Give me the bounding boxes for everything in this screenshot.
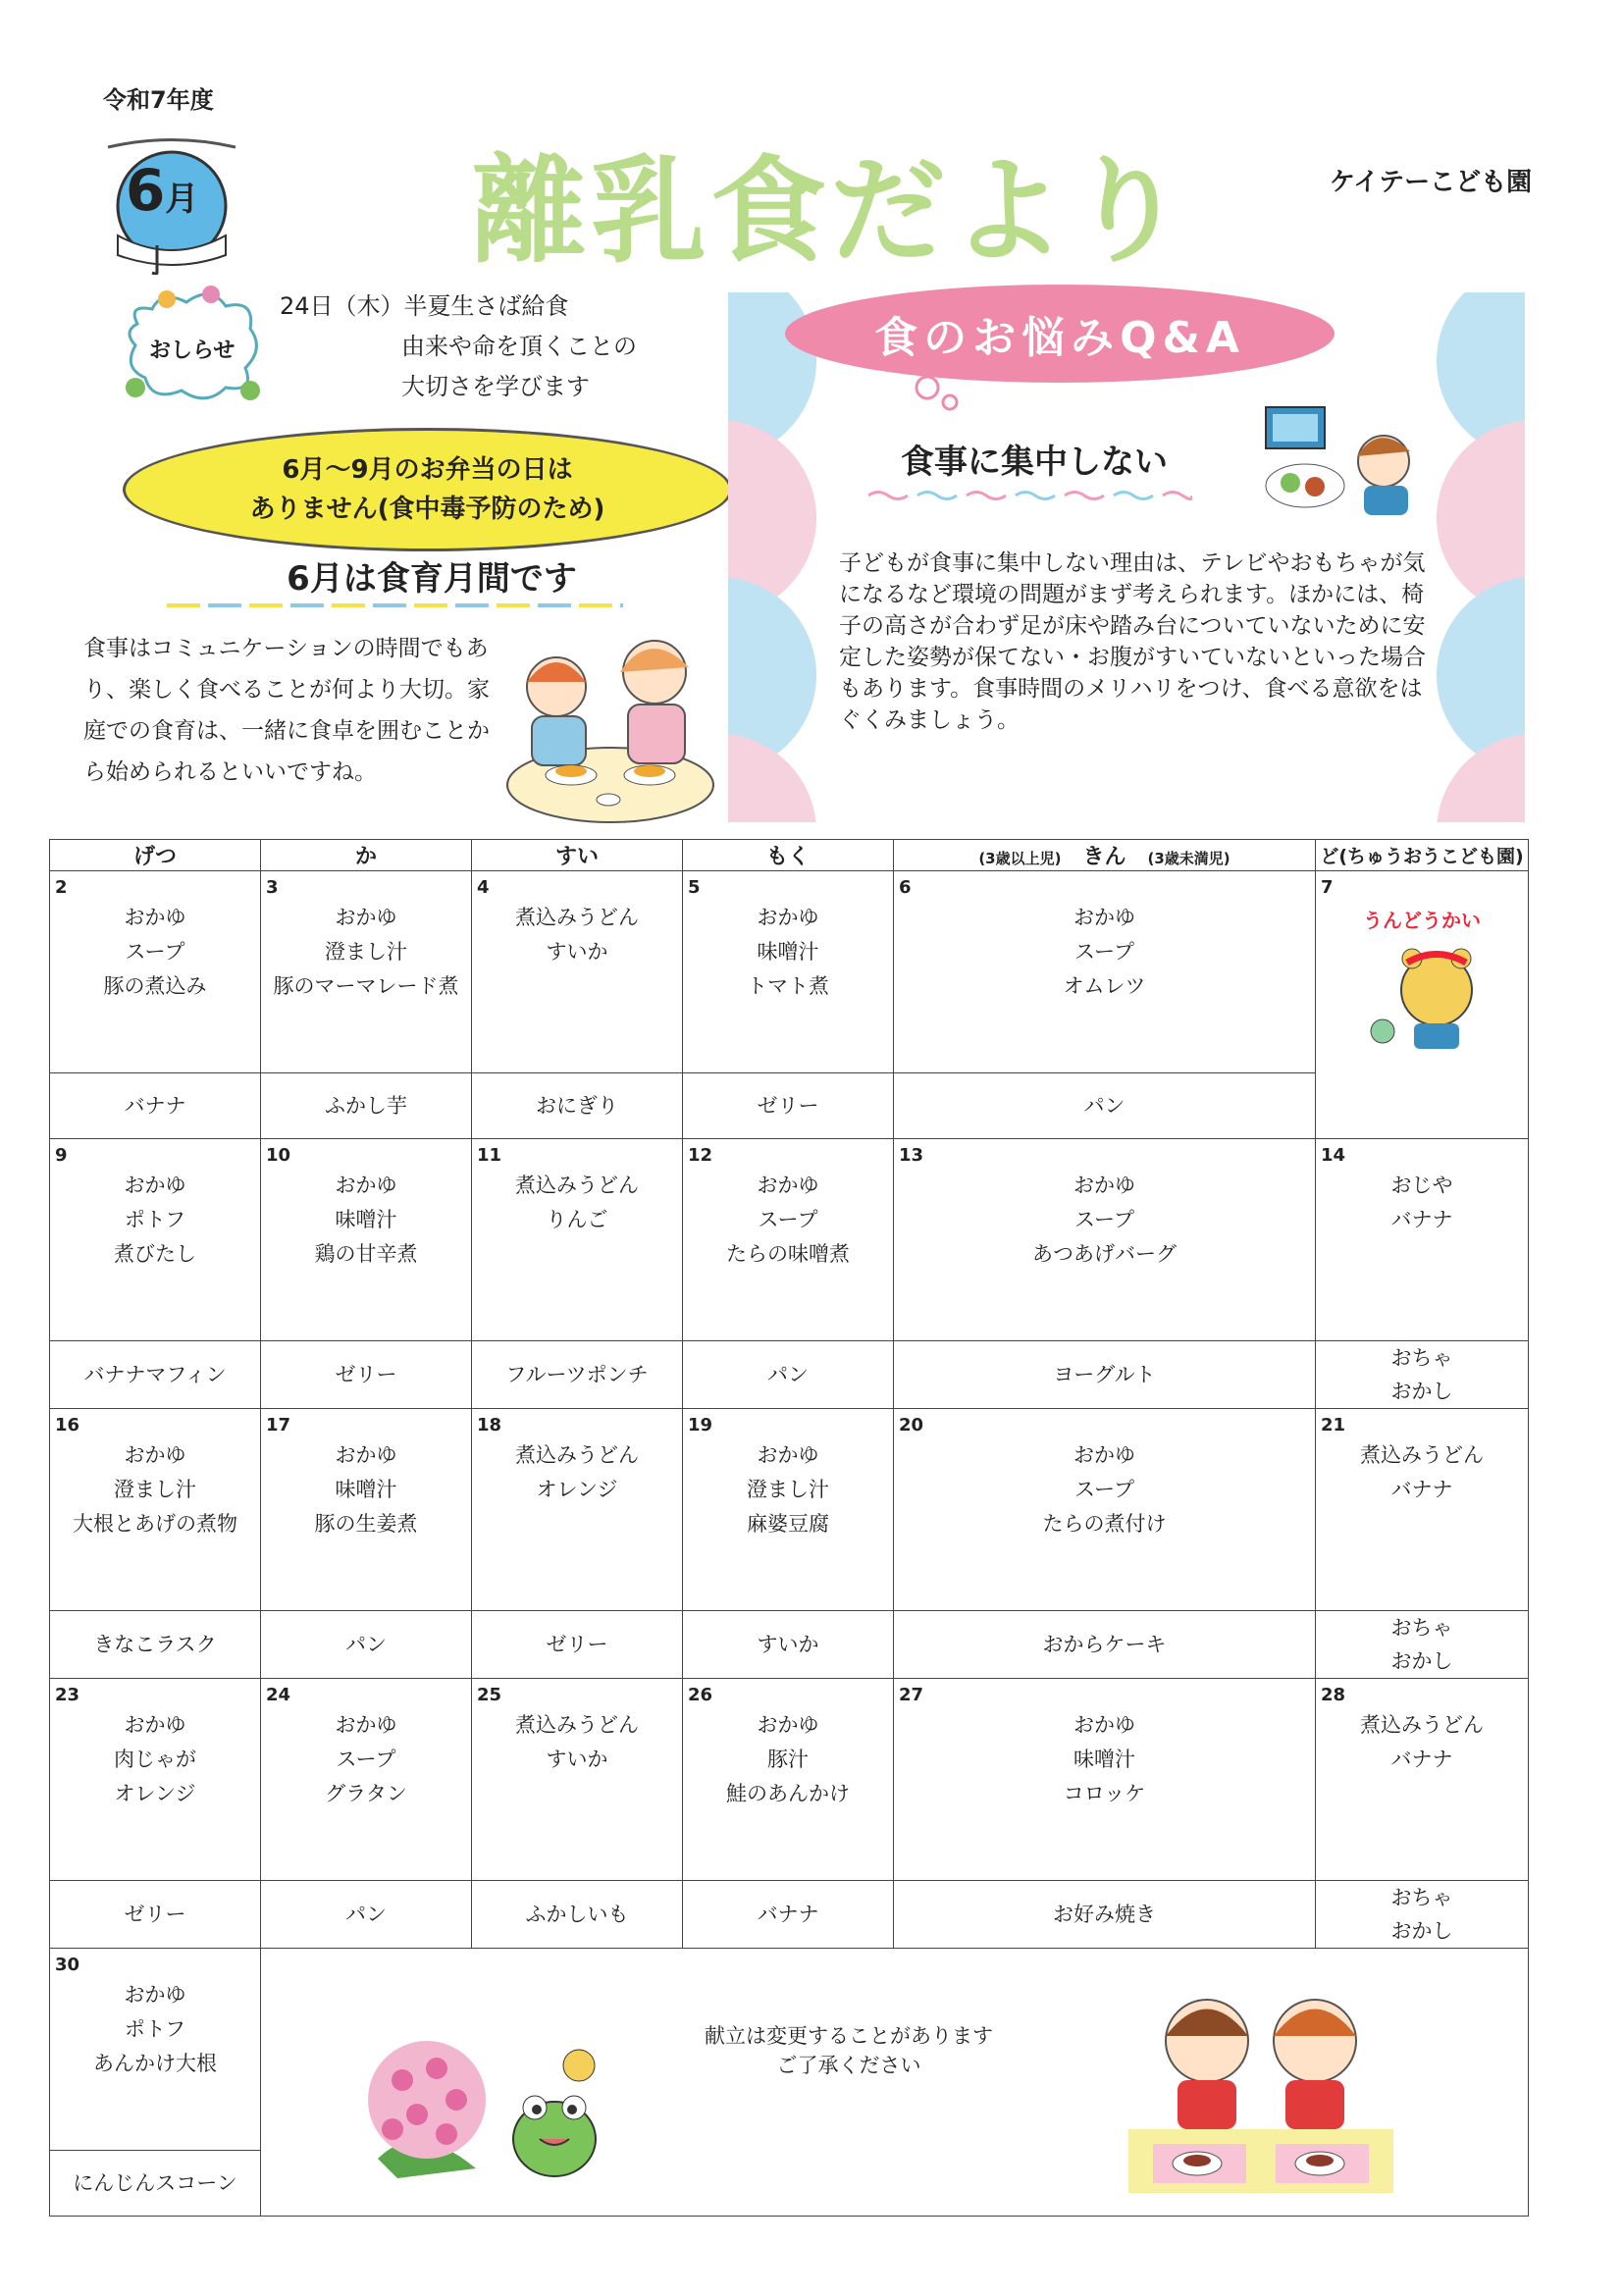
food-item: バナナ [1390,1748,1453,1771]
snack-cell: すいか [683,1611,894,1679]
food-item: バナナ [1390,1208,1453,1231]
food-item: おかゆ [1073,1443,1135,1467]
menu-header-row [50,840,1529,871]
food-item: 澄まし汁 [325,940,407,964]
wave-divider-icon [868,489,1192,502]
note-line-1: 献立は変更することがあります [705,2024,993,2048]
food-item: スープ [1074,940,1134,964]
food-item: トマト煮 [747,974,829,998]
food-item: すいか [546,940,608,964]
day-number: 14 [1321,1145,1346,1166]
day-cell [261,1409,472,1611]
day-cell [472,1139,683,1341]
food-item: 豚汁 [767,1748,809,1771]
day-cell [261,1139,472,1341]
snack-item: おちゃ [1390,1346,1453,1370]
snack-row [50,1881,1529,1949]
day-number: 26 [688,1685,713,1705]
day-cell [683,871,894,1073]
header-fri-right: (3歳未満児) [1147,850,1230,867]
day-number: 30 [55,1955,80,1975]
snack-item: おかし [1390,1919,1453,1943]
food-item: おかゆ [1073,1713,1135,1737]
snack-item: おかし [1390,1649,1453,1673]
snack-cell: パン [683,1341,894,1409]
week-row [50,1679,1529,1881]
food-item: 味噌汁 [1073,1748,1135,1771]
day-number: 5 [688,877,701,898]
day-cell [683,1679,894,1881]
sat-cell [1316,1679,1529,1881]
day-number: 20 [899,1415,924,1435]
notice-line-1: 24日（木）半夏生さば給食 [280,292,569,320]
day-cell [472,1679,683,1881]
food-item: おかゆ [757,906,819,929]
snack-cell [1316,1881,1529,1949]
snack-cell: おからケーキ [894,1611,1316,1679]
header-fri-label: きん [1082,845,1126,869]
food-item: おかゆ [1073,1174,1135,1197]
food-item: 煮込みうどん [1360,1443,1484,1467]
header-sat: ど(ちゅうおうこども園) [1316,840,1529,871]
notice-label: おしらせ [149,339,236,363]
bear-mascot-icon [1353,941,1491,1059]
food-item: おかゆ [335,1713,397,1737]
week-row [50,1139,1529,1341]
food-item: ポトフ [124,1208,186,1231]
menu-change-note [677,2021,1021,2080]
day-number: 21 [1321,1415,1346,1435]
day-cell [894,871,1316,1073]
food-item: 肉じゃが [114,1748,196,1771]
hydrangea-frog-icon [358,2021,613,2188]
sat-cell [1316,1409,1529,1611]
food-item: 鮭のあんかけ [726,1782,850,1805]
food-item: おかゆ [124,1443,186,1467]
day-cell [894,1139,1316,1341]
day-cell [683,1409,894,1611]
food-item: 煮込みうどん [515,1713,639,1737]
food-item: おかゆ [124,1983,186,2007]
month-number: 6 [126,157,166,224]
snack-cell: ゼリー [50,1881,261,1949]
day-number: 2 [55,877,68,898]
header-fri [894,840,1316,871]
snack-cell: フルーツポンチ [472,1341,683,1409]
day-number: 10 [266,1145,291,1166]
food-item: あつあげバーグ [1032,1242,1177,1266]
week-row [50,871,1529,1073]
snack-row [50,1341,1529,1409]
day-cell [894,1409,1316,1611]
food-item: 味噌汁 [757,940,819,964]
snack-cell [1316,1341,1529,1409]
food-item: おかゆ [757,1713,819,1737]
page-title: 離乳食だより [471,143,1190,279]
header-thu: もく [683,840,894,871]
snack-item: おちゃ [1390,1886,1453,1909]
day-cell [472,1409,683,1611]
snack-cell: ゼリー [683,1073,894,1139]
food-item: スープ [1074,1478,1134,1501]
food-item: オレンジ [536,1478,618,1501]
food-item: おかゆ [1073,906,1135,929]
day-number: 23 [55,1685,80,1705]
month-badge-icon [98,137,245,275]
bento-line-2: ありません(食中毒予防のため) [249,495,605,524]
food-item: おかゆ [757,1174,819,1197]
day-number: 19 [688,1415,713,1435]
note-line-2: ご了承ください [776,2054,921,2077]
food-item: 澄まし汁 [114,1478,196,1501]
bento-notice [123,428,732,551]
day-number: 16 [55,1415,80,1435]
food-item: 味噌汁 [335,1478,397,1501]
notice-text [280,287,637,407]
snack-cell: ふかしいも [472,1881,683,1949]
week-row [50,1409,1529,1611]
food-item: スープ [1074,1208,1134,1231]
day-cell [683,1139,894,1341]
qa-banner: 食のお悩みQ&A [785,285,1335,383]
food-item: おかゆ [124,906,186,929]
qa-subtitle: 食事に集中しない [901,443,1168,482]
food-item: おかゆ [124,1174,186,1197]
notice-line-3: 大切さを学びます [401,373,590,400]
food-item: スープ [758,1208,818,1231]
fiscal-year: 令和7年度 [103,86,214,114]
day-number: 17 [266,1415,291,1435]
snack-cell: ゼリー [472,1611,683,1679]
day-number: 27 [899,1685,924,1705]
header-mon: げつ [50,840,261,871]
food-item: りんご [546,1208,608,1231]
food-item: コロッケ [1063,1782,1146,1805]
snack-row [50,1611,1529,1679]
snack-cell: ゼリー [261,1341,472,1409]
day-number: 4 [477,877,490,898]
day-number: 28 [1321,1685,1346,1705]
snack-cell: おにぎり [472,1073,683,1139]
snack-item: おかし [1390,1380,1453,1403]
snack-cell: お好み焼き [894,1881,1316,1949]
sat-cell [1316,1139,1529,1341]
food-item: おかゆ [335,906,397,929]
header-wed: すい [472,840,683,871]
snack-cell: にんじんスコーン [50,2151,261,2217]
day-cell [50,871,261,1073]
sports-day-label: うんどうかい [1363,909,1481,932]
food-item: おかゆ [124,1713,186,1737]
sat-cell [1316,871,1529,1139]
day-number: 12 [688,1145,713,1166]
day-number: 9 [55,1145,68,1166]
food-item: 豚の生姜煮 [314,1512,418,1536]
food-item: 大根とあげの煮物 [73,1512,237,1536]
food-month-text: 食事はコミュニケーションの時間でもあり、楽しく食べることが何より大切。家庭での食育は、一緒に食卓を囲むことから始められるといいですね。 [83,636,490,785]
snack-row [50,1073,1529,1139]
notice-badge [118,285,265,407]
snack-cell: ヨーグルト [894,1341,1316,1409]
snack-cell: パン [261,1881,472,1949]
day-cell [50,1949,261,2151]
food-item: スープ [336,1748,396,1771]
food-item: 豚の煮込み [103,974,207,998]
food-item: オレンジ [114,1782,196,1805]
food-item: おかゆ [335,1443,397,1467]
header-tue: か [261,840,472,871]
food-item: 味噌汁 [335,1208,397,1231]
header-fri-left: (3歳以上児) [978,850,1062,867]
food-item: 煮込みうどん [515,1443,639,1467]
food-item: オムレツ [1063,974,1146,998]
snack-cell: パン [894,1073,1316,1139]
food-item: おじや [1390,1174,1453,1197]
snack-item: おちゃ [1390,1616,1453,1640]
dash-divider [167,603,623,607]
tv-distracted-child-icon [1261,402,1428,520]
day-number: 18 [477,1415,502,1435]
food-item: 麻婆豆腐 [747,1512,829,1536]
snack-cell: バナナマフィン [50,1341,261,1409]
food-item: 鶏の甘辛煮 [314,1242,418,1266]
food-item: あんかけ大根 [93,2052,217,2075]
food-item: おかゆ [335,1174,397,1197]
food-item: ポトフ [124,2017,186,2041]
day-number: 24 [266,1685,291,1705]
food-item: 豚のマーマレード煮 [273,974,459,998]
notice-line-2: 由来や命を頂くことの [401,333,637,360]
snack-cell [1316,1611,1529,1679]
day-cell [261,1679,472,1881]
food-item: 煮込みうどん [515,906,639,929]
snack-cell: ふかし芋 [261,1073,472,1139]
month-suffix: 月 [165,180,199,219]
day-cell [50,1409,261,1611]
food-item: 煮込みうどん [1360,1713,1484,1737]
day-cell [50,1679,261,1881]
day-number: 3 [266,877,279,898]
snack-cell: バナナ [683,1881,894,1949]
day-number: 25 [477,1685,502,1705]
thought-bubble-icon [913,373,971,412]
food-item: 煮込みうどん [515,1174,639,1197]
day-number: 6 [899,877,912,898]
food-item: おかゆ [757,1443,819,1467]
day-number: 7 [1321,877,1334,898]
food-item: たらの煮付け [1042,1512,1167,1536]
food-item: 煮びたし [114,1242,196,1266]
food-item: バナナ [1390,1478,1453,1501]
food-month-heading: 6月は食育月間です [287,559,577,599]
food-item: すいか [546,1748,608,1771]
food-item: 澄まし汁 [747,1478,829,1501]
food-item: グラタン [325,1782,407,1805]
food-item: たらの味噌煮 [726,1242,850,1266]
day-cell [50,1139,261,1341]
day-cell [894,1679,1316,1881]
school-name: ケイテーこども園 [1330,168,1533,197]
snack-cell: バナナ [50,1073,261,1139]
qa-text: 子どもが食事に集中しない理由は、テレビやおもちゃが気になるなど環境の問題がまず考えられます。ほかには、椅子の高さが合わず足が床や踏み台についていないために安定した姿勢が保てない・お腹がすいていないといった場合もあります。食事時間のメリハリをつけ、食べる意欲をはぐくみましょう。 [839,550,1426,733]
day-cell [261,871,472,1073]
day-number: 11 [477,1145,502,1166]
day-cell [472,871,683,1073]
snack-cell: きなこラスク [50,1611,261,1679]
food-item: スープ [125,940,185,964]
day-number: 13 [899,1145,924,1166]
bento-line-1: 6月～9月のお弁当の日は [282,455,573,485]
snack-cell: パン [261,1611,472,1679]
children-eating-icon [1128,1982,1393,2193]
family-meal-illustration-icon [502,618,718,824]
